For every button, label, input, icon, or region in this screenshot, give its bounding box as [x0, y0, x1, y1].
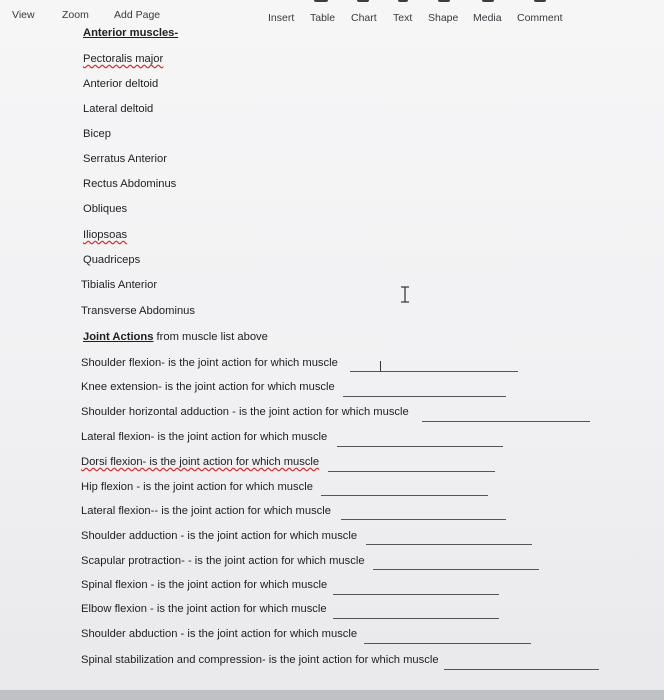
- toolbar-insert-button[interactable]: Insert: [268, 12, 295, 24]
- question-item: Shoulder flexion- is the joint action for which muscle: [81, 357, 338, 369]
- answer-blank[interactable]: [366, 544, 532, 545]
- answer-blank[interactable]: [341, 519, 506, 520]
- muscle-list-item: Pectoralis major: [83, 53, 164, 65]
- toolbar-table-button[interactable]: Table: [310, 12, 336, 24]
- question-item: Shoulder abduction - is the joint action for which muscle: [81, 628, 358, 640]
- answer-blank[interactable]: [333, 594, 499, 595]
- question-item: Shoulder horizontal adduction - is the joint action for which muscle: [81, 406, 409, 418]
- question-item: Knee extension- is the joint action for which muscle: [81, 381, 335, 393]
- comment-icon: [534, 0, 546, 2]
- i-beam-cursor-icon: [400, 286, 410, 303]
- toolbar-text-button[interactable]: Text: [393, 12, 413, 24]
- answer-blank[interactable]: [321, 495, 488, 496]
- media-icon: [482, 0, 494, 2]
- question-item: Spinal stabilization and compression- is the joint action for which muscle: [81, 654, 439, 666]
- answer-blank[interactable]: [350, 371, 518, 372]
- toolbar-chart-button[interactable]: Chart: [351, 12, 377, 24]
- table-icon: [314, 0, 328, 2]
- answer-blank[interactable]: [422, 421, 590, 422]
- toolbar-media-button[interactable]: Media: [473, 12, 502, 24]
- question-item: Elbow flexion - is the joint action for which muscle: [81, 603, 327, 615]
- text-icon: [398, 0, 408, 2]
- answer-blank[interactable]: [337, 446, 503, 447]
- answer-blank[interactable]: [328, 471, 495, 472]
- muscle-list-item: Anterior deltoid: [83, 78, 159, 90]
- question-item: Dorsi flexion- is the joint action for which muscle: [81, 456, 320, 468]
- question-item: Hip flexion - is the joint action for which muscle: [81, 481, 313, 493]
- toolbar-zoom-button[interactable]: Zoom: [62, 9, 89, 21]
- toolbar-shape-button[interactable]: Shape: [428, 12, 459, 24]
- toolbar-comment-button[interactable]: Comment: [517, 12, 563, 24]
- muscle-list-item: Rectus Abdominus: [83, 178, 177, 190]
- answer-blank[interactable]: [343, 396, 506, 397]
- muscle-list-item: Tibialis Anterior: [81, 279, 158, 291]
- muscle-list-item: Quadriceps: [83, 254, 141, 266]
- muscle-list-item: Transverse Abdominus: [81, 305, 195, 317]
- anterior-muscles-heading: Anterior muscles-: [83, 27, 179, 39]
- muscle-list-item: Bicep: [83, 128, 111, 140]
- question-item: Shoulder adduction - is the joint action for which muscle: [81, 530, 358, 542]
- answer-blank[interactable]: [373, 569, 539, 570]
- muscle-list-item: Obliques: [83, 203, 128, 215]
- muscle-list-item: Iliopsoas: [83, 229, 128, 241]
- muscle-list-item: Serratus Anterior: [83, 153, 167, 165]
- question-item: Scapular protraction- - is the joint action for which muscle: [81, 555, 365, 567]
- question-item: Lateral flexion- is the joint action for which muscle: [81, 431, 328, 443]
- answer-blank[interactable]: [364, 643, 531, 644]
- muscle-list-item: Lateral deltoid: [83, 103, 154, 115]
- text-cursor: [380, 361, 381, 371]
- shape-icon: [438, 0, 450, 2]
- question-item: Spinal flexion - is the joint action for which muscle: [81, 579, 328, 591]
- joint-actions-heading: Joint Actions from muscle list above: [83, 331, 268, 343]
- page-bottom-edge: [0, 690, 664, 700]
- toolbar-view-button[interactable]: View: [12, 9, 35, 21]
- toolbar-add-page-button[interactable]: Add Page: [114, 9, 161, 21]
- answer-blank[interactable]: [444, 669, 599, 670]
- question-item: Lateral flexion-- is the joint action for which muscle: [81, 505, 331, 517]
- chart-icon: [357, 0, 369, 2]
- answer-blank[interactable]: [333, 618, 499, 619]
